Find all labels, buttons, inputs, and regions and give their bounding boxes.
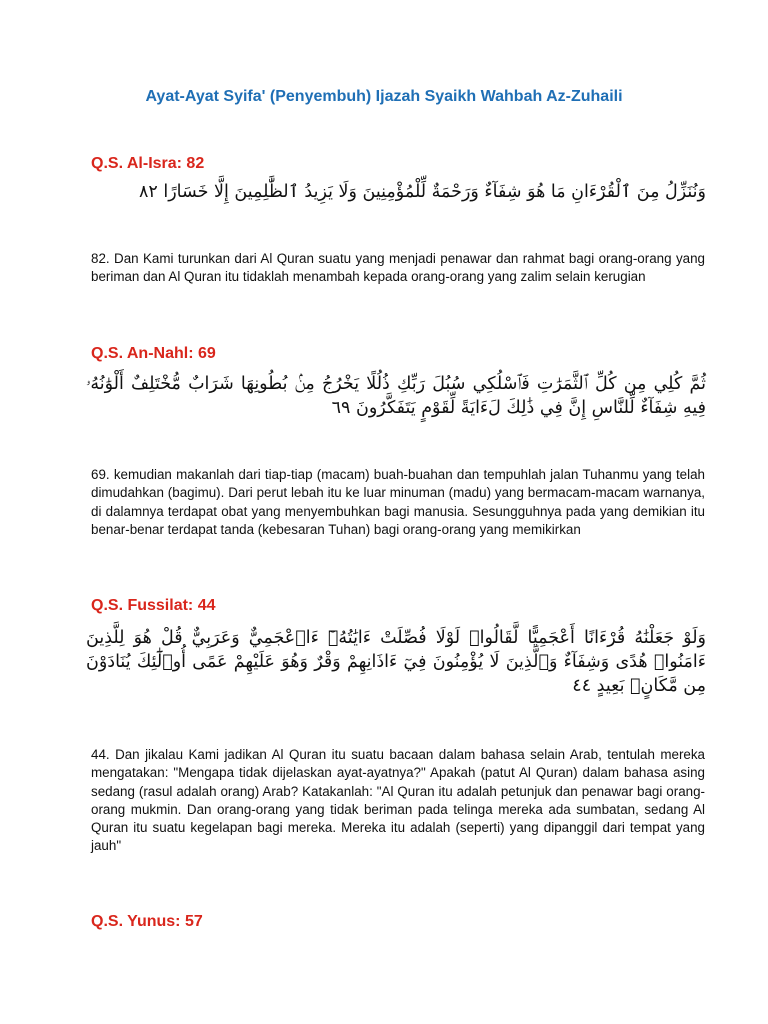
- translation-al-isra: 82. Dan Kami turunkan dari Al Quran suatu yang menjadi penawar dan rahmat bagi orang-orang yang beriman dan Al Quran itu tidaklah menambah kepada orang-orang yang zalim selain kerugian: [91, 251, 705, 285]
- translation-fussilat: 44. Dan jikalau Kami jadikan Al Quran itu suatu bacaan dalam bahasa selain Arab, tentulah mereka mengatakan: "Mengapa tidak dijelaskan ayat-ayatnya?" Apakah (patut Al Quran) dalam bahasa asing sedang (rasul adalah orang) Arab? Katakanlah: "Al Quran itu adalah petunjuk dan penawar bagi orang-orang mukmin. Dan orang-orang yang tidak beriman pada telinga mereka ada sumbatan, sedang Al Quran itu suatu kegelapan bagi mereka. Mereka itu adalah (seperti) yang dipanggil dari tempat yang jauh": [91, 747, 705, 854]
- translation-an-nahl: 69. kemudian makanlah dari tiap-tiap (macam) buah-buahan dan tempuhlah jalan Tuhanmu yang telah dimudahkan (bagimu). Dari perut lebah itu ke luar minuman (madu) yang bermacam-macam warnanya, di dalamnya terdapat obat yang menyembuhkan bagi manusia. Sesungguhnya pada yang demikian itu benar-benar terdapat tanda (kebesaran Tuhan) bagi orang-orang yang memikirkan: [91, 467, 705, 537]
- page-title: Ayat-Ayat Syifa' (Penyembuh) Ijazah Syaikh Wahbah Az-Zuhaili: [145, 88, 623, 105]
- section-heading-an-nahl: Q.S. An-Nahl: 69: [91, 345, 216, 362]
- section-heading-al-isra: Q.S. Al-Isra: 82: [91, 155, 205, 172]
- arabic-verse-an-nahl: ثُمَّ كُلِي مِن كُلِّ ٱلثَّمَرَٰتِ فَٱسْلُكِي سُبُلَ رَبِّكِ ذُلُلًا يَخْرُجُ مِنۢ بُطُونِهَا شَرَابٌ مُّخْتَلِفٌ أَلْوَٰنُهُۥ فِيهِ شِفَآءٌ لِّلنَّاسِ إِنَّ فِي ذَٰلِكَ لَءَايَةً لِّقَوْمٍ يَتَفَكَّرُونَ ٦٩: [86, 374, 706, 418]
- section-heading-fussilat: Q.S. Fussilat: 44: [91, 597, 216, 614]
- arabic-verse-al-isra: وَنُنَزِّلُ مِنَ ٱلْقُرْءَانِ مَا هُوَ شِفَآءٌ وَرَحْمَةٌ لِّلْمُؤْمِنِينَ وَلَا يَزِيدُ ٱلظَّٰلِمِينَ إِلَّا خَسَارًا ٨٢: [138, 182, 706, 202]
- arabic-verse-fussilat: وَلَوْ جَعَلْنَٰهُ قُرْءَانًا أَعْجَمِيًّا لَّقَالُوا۟ لَوْلَا فُصِّلَتْ ءَايَٰتُهُۥٓ ءَا۬عْجَمِيٌّ وَعَرَبِيٌّ قُلْ هُوَ لِلَّذِينَ ءَامَنُوا۟ هُدًى وَشِفَآءٌ وَٱلَّذِينَ لَا يُؤْمِنُونَ فِيٓ ءَاذَانِهِمْ وَقْرٌ وَهُوَ عَلَيْهِمْ عَمًى أُو۟لَٰٓئِكَ يُنَادَوْنَ مِن مَّكَانٍۭ بَعِيدٍ ٤٤: [86, 628, 706, 696]
- section-heading-yunus: Q.S. Yunus: 57: [91, 913, 203, 930]
